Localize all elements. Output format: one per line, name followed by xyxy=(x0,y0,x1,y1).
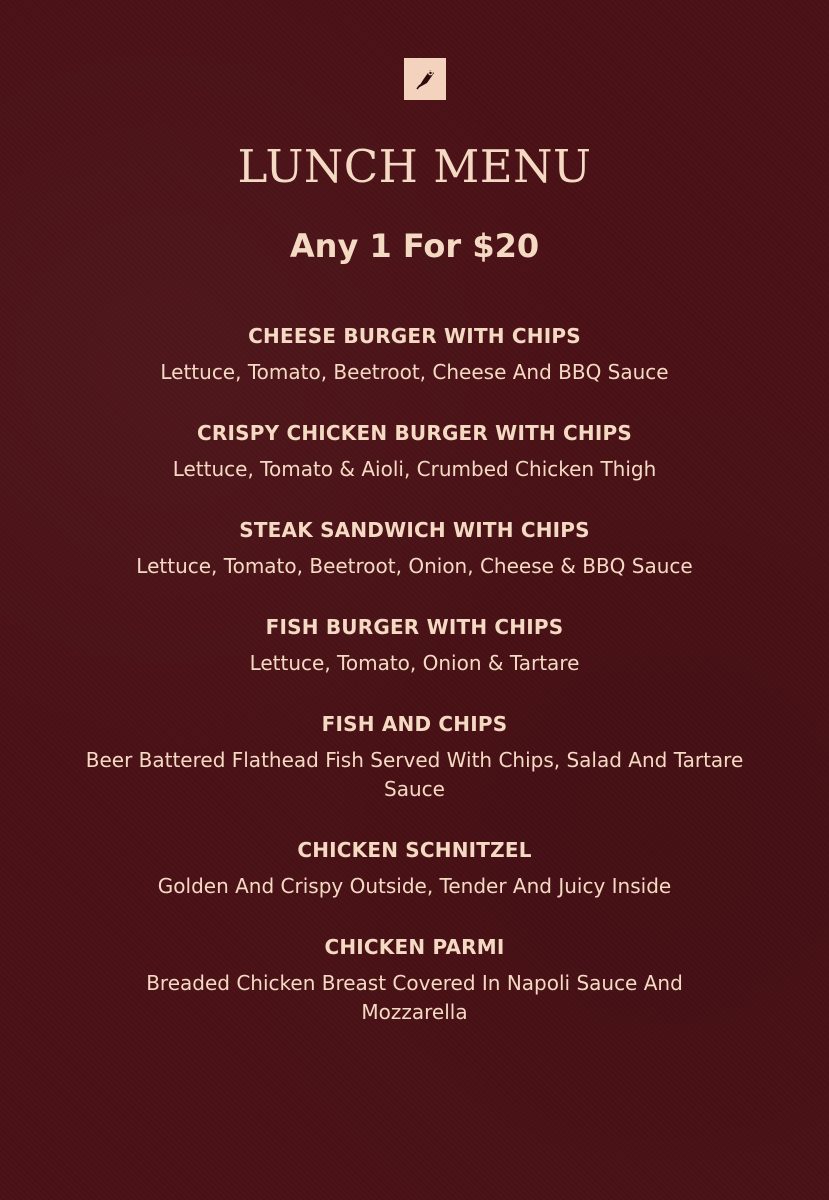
logo xyxy=(404,58,446,100)
menu-item-chicken-parmi xyxy=(60,931,769,1027)
menu-item-description: Lettuce, Tomato, Beetroot, Onion, Cheese & BBQ Sauce xyxy=(136,554,693,578)
menu-item-chicken-schnitzel xyxy=(60,834,769,901)
menu-item-description: Lettuce, Tomato, Onion & Tartare xyxy=(249,651,580,675)
menu-item-name: CHICKEN PARMI xyxy=(324,935,505,959)
menu-item-description: Golden And Crispy Outside, Tender And Juicy Inside xyxy=(157,874,672,898)
menu-item-name: CHEESE BURGER WITH CHIPS xyxy=(248,324,581,348)
menu-item-name: STEAK SANDWICH WITH CHIPS xyxy=(239,518,590,542)
menu-item-steak-sandwich xyxy=(60,514,769,581)
menu-item-description: Beer Battered Flathead Fish Served With Chips, Salad And Tartare Sauce xyxy=(85,748,744,801)
menu-item-name: CHICKEN SCHNITZEL xyxy=(297,838,532,862)
offer-heading: Any 1 For $20 xyxy=(289,227,540,265)
menu-list xyxy=(60,320,769,1057)
page-title: LUNCH MENU xyxy=(237,140,592,194)
menu-item-description: Lettuce, Tomato, Beetroot, Cheese And BBQ Sauce xyxy=(160,360,669,384)
menu-item-name: FISH AND CHIPS xyxy=(321,712,508,736)
menu-item-description: Breaded Chicken Breast Covered In Napoli Sauce And Mozzarella xyxy=(146,971,683,1024)
menu-item-crispy-chicken-burger xyxy=(60,417,769,484)
menu-item-description: Lettuce, Tomato & Aioli, Crumbed Chicken Thigh xyxy=(172,457,657,481)
menu-item-name: CRISPY CHICKEN BURGER WITH CHIPS xyxy=(197,421,632,445)
menu-item-cheese-burger xyxy=(60,320,769,387)
menu-item-fish-burger xyxy=(60,611,769,678)
menu-item-name: FISH BURGER WITH CHIPS xyxy=(265,615,564,639)
pen-nib-icon xyxy=(412,66,438,92)
menu-item-fish-and-chips xyxy=(60,708,769,804)
